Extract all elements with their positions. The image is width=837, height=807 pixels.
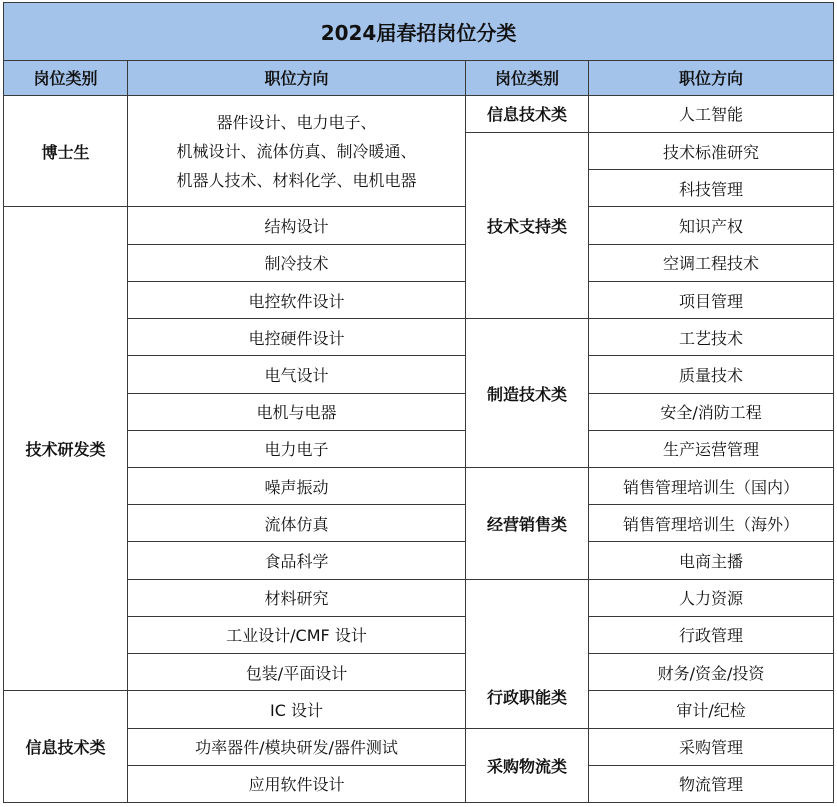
direction-cell: 电控硬件设计 <box>128 319 466 356</box>
direction-cell: 采购管理 <box>589 728 834 765</box>
category-phd: 博士生 <box>4 95 128 207</box>
direction-cell: 材料研究 <box>128 579 466 616</box>
direction-cell: 人工智能 <box>589 95 834 132</box>
direction-cell: 制冷技术 <box>128 244 466 281</box>
category-right-info-tech: 信息技术类 <box>466 95 589 132</box>
direction-cell: 知识产权 <box>589 207 834 244</box>
category-tech-support: 技术支持类 <box>466 133 589 319</box>
direction-cell: 功率器件/模块研发/器件测试 <box>128 728 466 765</box>
direction-cell: 空调工程技术 <box>589 244 834 281</box>
header-left-direction: 职位方向 <box>128 60 466 95</box>
category-admin: 行政职能类 <box>466 597 589 709</box>
category-left-info-tech: 信息技术类 <box>4 691 128 803</box>
direction-cell: 审计/纪检 <box>589 691 834 728</box>
phd-directions <box>128 95 466 207</box>
phd-direction-line: 机器人技术、材料化学、电机电器 <box>176 170 417 190</box>
direction-cell: 质量技术 <box>589 356 834 393</box>
header-left-category: 岗位类别 <box>4 60 128 95</box>
header-right-category: 岗位类别 <box>466 60 589 95</box>
direction-cell: 项目管理 <box>589 281 834 318</box>
direction-cell: 生产运营管理 <box>589 430 834 467</box>
category-tech-rd: 技术研发类 <box>4 207 128 691</box>
phd-direction-line: 机械设计、流体仿真、制冷暖通、 <box>176 141 417 161</box>
direction-cell: 技术标准研究 <box>589 133 834 170</box>
direction-cell: 财务/资金/投资 <box>589 654 834 691</box>
table-title: 2024届春招岗位分类 <box>4 3 834 61</box>
header-right-direction: 职位方向 <box>589 60 834 95</box>
direction-cell: 电控软件设计 <box>128 281 466 318</box>
category-sales: 经营销售类 <box>466 467 589 579</box>
direction-cell: 电商主播 <box>589 542 834 579</box>
direction-cell: 工业设计/CMF 设计 <box>128 616 466 653</box>
direction-cell: 电气设计 <box>128 356 466 393</box>
direction-cell: 销售管理培训生（海外） <box>589 505 834 542</box>
direction-cell: 销售管理培训生（国内） <box>589 467 834 504</box>
direction-cell: 包装/平面设计 <box>128 654 466 691</box>
job-classification-table <box>3 2 834 803</box>
direction-cell: 结构设计 <box>128 207 466 244</box>
direction-cell: 物流管理 <box>589 765 834 802</box>
category-procurement: 采购物流类 <box>466 728 589 802</box>
phd-direction-line: 器件设计、电力电子、 <box>216 112 377 132</box>
direction-cell: 科技管理 <box>589 170 834 207</box>
direction-cell: 电力电子 <box>128 430 466 467</box>
direction-cell: 流体仿真 <box>128 505 466 542</box>
direction-cell: 应用软件设计 <box>128 765 466 802</box>
direction-cell: 工艺技术 <box>589 319 834 356</box>
direction-cell: IC 设计 <box>128 691 466 728</box>
category-manufacturing: 制造技术类 <box>466 319 589 468</box>
direction-cell: 电机与电器 <box>128 393 466 430</box>
direction-cell: 食品科学 <box>128 542 466 579</box>
direction-cell: 安全/消防工程 <box>589 393 834 430</box>
direction-cell: 噪声振动 <box>128 467 466 504</box>
direction-cell: 人力资源 <box>589 579 834 616</box>
direction-cell: 行政管理 <box>589 616 834 653</box>
